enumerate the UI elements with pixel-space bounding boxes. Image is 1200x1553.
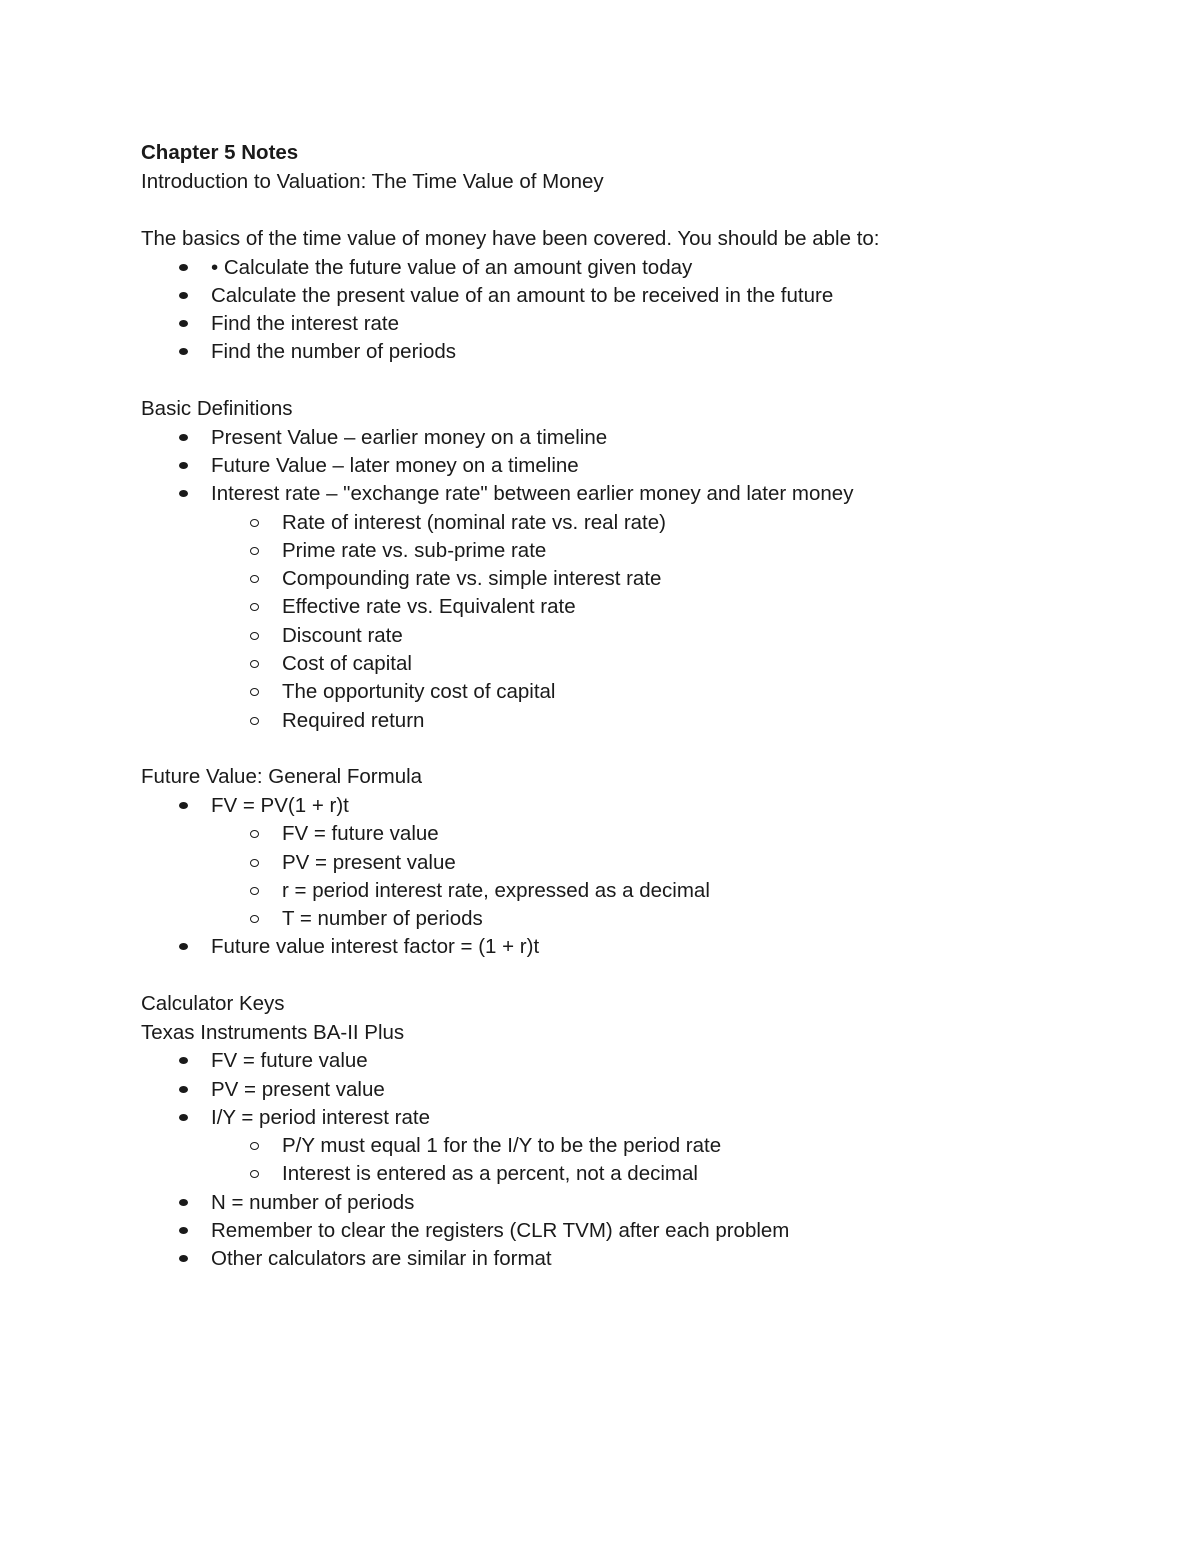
list-item bbox=[141, 933, 1101, 961]
sublist-item-text: Effective rate vs. Equivalent rate bbox=[282, 595, 576, 619]
sublist-item-text: Discount rate bbox=[282, 623, 403, 647]
filled-bullet-icon bbox=[179, 1199, 188, 1206]
sublist-item bbox=[141, 707, 1101, 735]
sublist-item-text: T = number of periods bbox=[282, 907, 483, 931]
sublist-item-text: Compounding rate vs. simple interest rate bbox=[282, 567, 662, 591]
hollow-bullet-icon bbox=[250, 859, 259, 867]
list-item-text: Present Value – earlier money on a timeline bbox=[211, 425, 608, 449]
sublist-item-text: Cost of capital bbox=[282, 652, 412, 676]
definitions-heading: Basic Definitions bbox=[141, 397, 293, 421]
sublist-item-text: r = period interest rate, expressed as a decimal bbox=[282, 878, 710, 902]
filled-bullet-icon bbox=[179, 264, 188, 271]
filled-bullet-icon bbox=[179, 1227, 188, 1234]
filled-bullet-icon bbox=[179, 1086, 188, 1093]
sublist-item bbox=[141, 509, 1101, 537]
spacer bbox=[141, 735, 1101, 764]
sublist-item bbox=[141, 877, 1101, 905]
hollow-bullet-icon bbox=[250, 915, 259, 923]
hollow-bullet-icon bbox=[250, 632, 259, 640]
hollow-bullet-icon bbox=[250, 1170, 259, 1178]
calculator-model: Texas Instruments BA-II Plus bbox=[141, 1020, 405, 1044]
list-item-text: I/Y = period interest rate bbox=[211, 1105, 430, 1129]
list-item-text: Other calculators are similar in format bbox=[211, 1247, 552, 1271]
list-item-text: Find the interest rate bbox=[211, 312, 400, 336]
sublist-item bbox=[141, 849, 1101, 877]
sublist-item bbox=[141, 1160, 1101, 1188]
hollow-bullet-icon bbox=[250, 660, 259, 668]
filled-bullet-icon bbox=[179, 462, 188, 469]
sublist-item-text: Rate of interest (nominal rate vs. real rate) bbox=[282, 510, 666, 534]
list-item-text: PV = present value bbox=[211, 1077, 385, 1101]
filled-bullet-icon bbox=[179, 434, 188, 441]
filled-bullet-icon bbox=[179, 490, 188, 497]
future-value-heading: Future Value: General Formula bbox=[141, 765, 423, 789]
list-item bbox=[141, 1076, 1101, 1104]
calculator-list bbox=[141, 1047, 1101, 1273]
list-item-text: N = number of periods bbox=[211, 1190, 415, 1214]
list-item-text: FV = future value bbox=[211, 1049, 368, 1073]
sublist-item-text: Required return bbox=[282, 708, 425, 732]
list-item bbox=[141, 310, 1101, 338]
sublist-item bbox=[141, 678, 1101, 706]
sublist-item bbox=[141, 905, 1101, 933]
sublist-item bbox=[141, 537, 1101, 565]
sublist-item bbox=[141, 593, 1101, 621]
list-item-text: Future Value – later money on a timeline bbox=[211, 453, 579, 477]
spacer bbox=[141, 197, 1101, 226]
intro-paragraph: The basics of the time value of money have been covered. You should be able to: bbox=[141, 227, 880, 250]
definitions-list bbox=[141, 424, 1101, 735]
list-item bbox=[141, 452, 1101, 480]
hollow-bullet-icon bbox=[250, 603, 259, 611]
list-item bbox=[141, 254, 1101, 282]
filled-bullet-icon bbox=[179, 292, 188, 299]
document-body bbox=[141, 139, 1101, 1274]
sublist-item bbox=[141, 650, 1101, 678]
list-item-text: Remember to clear the registers (CLR TVM) after each problem bbox=[211, 1219, 790, 1243]
hollow-bullet-icon bbox=[250, 830, 259, 838]
document-subtitle: Introduction to Valuation: The Time Value of Money bbox=[141, 170, 604, 193]
spacer bbox=[141, 367, 1101, 396]
filled-bullet-icon bbox=[179, 348, 188, 355]
list-item bbox=[141, 1104, 1101, 1132]
hollow-bullet-icon bbox=[250, 688, 259, 696]
list-item-text: Future value interest factor = (1 + r)t bbox=[211, 935, 540, 959]
calculator-heading: Calculator Keys bbox=[141, 992, 285, 1016]
list-item-text: Find the number of periods bbox=[211, 340, 456, 364]
list-item bbox=[141, 1217, 1101, 1245]
list-item bbox=[141, 480, 1101, 508]
intro-list bbox=[141, 254, 1101, 367]
list-item-text: • Calculate the future value of an amount given today bbox=[211, 255, 693, 279]
filled-bullet-icon bbox=[179, 320, 188, 327]
sublist-item bbox=[141, 622, 1101, 650]
hollow-bullet-icon bbox=[250, 575, 259, 583]
list-item bbox=[141, 338, 1101, 366]
sublist-item-text: PV = present value bbox=[282, 850, 456, 874]
list-item bbox=[141, 282, 1101, 310]
formula-text: FV = PV(1 + r)t bbox=[211, 793, 349, 817]
list-item bbox=[141, 792, 1101, 820]
future-value-list bbox=[141, 792, 1101, 962]
sublist-item-text: Prime rate vs. sub-prime rate bbox=[282, 538, 547, 562]
hollow-bullet-icon bbox=[250, 1142, 259, 1150]
filled-bullet-icon bbox=[179, 802, 188, 809]
filled-bullet-icon bbox=[179, 1057, 188, 1064]
hollow-bullet-icon bbox=[250, 519, 259, 527]
list-item bbox=[141, 1047, 1101, 1075]
sublist-item bbox=[141, 1132, 1101, 1160]
filled-bullet-icon bbox=[179, 1255, 188, 1262]
hollow-bullet-icon bbox=[250, 887, 259, 895]
hollow-bullet-icon bbox=[250, 717, 259, 725]
list-item bbox=[141, 424, 1101, 452]
filled-bullet-icon bbox=[179, 1114, 188, 1121]
sublist-item-text: The opportunity cost of capital bbox=[282, 680, 556, 704]
sublist-item-text: FV = future value bbox=[282, 822, 439, 846]
hollow-bullet-icon bbox=[250, 547, 259, 555]
list-item-text: Calculate the present value of an amount to be received in the future bbox=[211, 283, 834, 307]
sublist-item-text: Interest is entered as a percent, not a decimal bbox=[282, 1162, 698, 1186]
sublist-item bbox=[141, 565, 1101, 593]
sublist-item bbox=[141, 820, 1101, 848]
document-title: Chapter 5 Notes bbox=[141, 141, 299, 164]
sublist-item-text: P/Y must equal 1 for the I/Y to be the period rate bbox=[282, 1134, 722, 1158]
list-item bbox=[141, 1245, 1101, 1273]
filled-bullet-icon bbox=[179, 943, 188, 950]
spacer bbox=[141, 962, 1101, 991]
list-item bbox=[141, 1189, 1101, 1217]
list-item-text: Interest rate – "exchange rate" between earlier money and later money bbox=[211, 482, 854, 506]
